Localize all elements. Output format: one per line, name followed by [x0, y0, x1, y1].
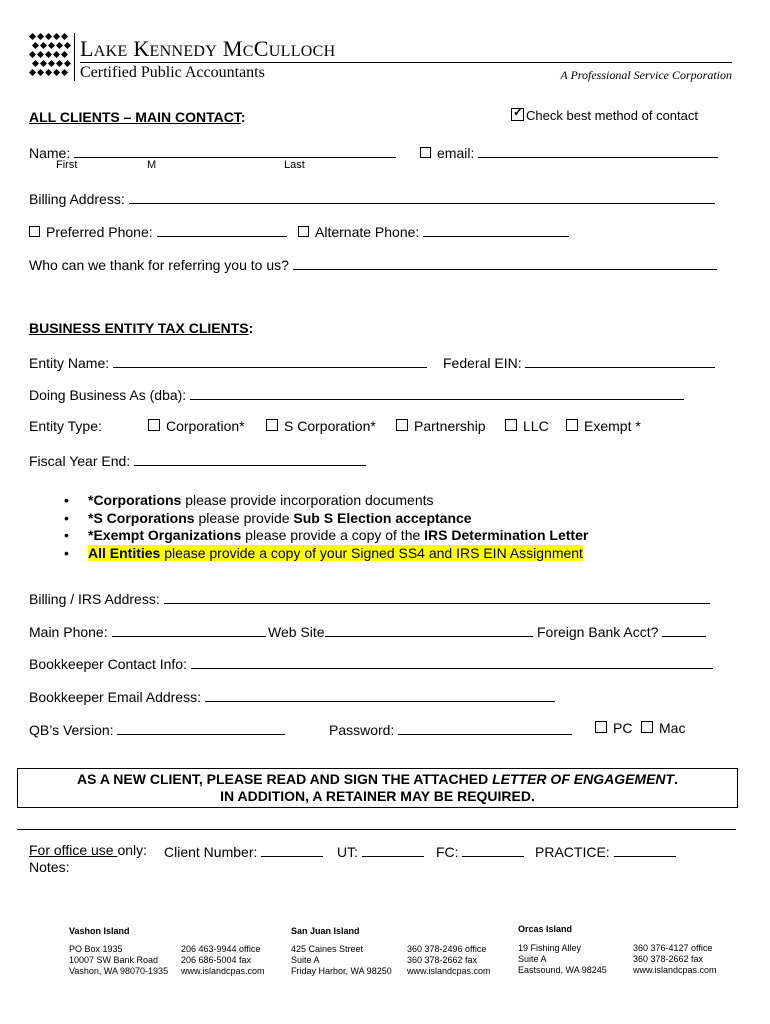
qb-version-row: QB’s Version: [29, 720, 285, 738]
logo-diamond [53, 69, 60, 76]
checkbox-icon [505, 419, 517, 431]
name-row: Name: [29, 143, 396, 161]
logo-diamond [40, 42, 47, 49]
letterhead-rule [80, 62, 732, 63]
entity-type-label: Entity Type: [29, 418, 102, 434]
logo-diamond [45, 51, 52, 58]
qb-version-field[interactable] [117, 720, 285, 735]
billing-address-row: Billing Address: [29, 189, 715, 207]
office-name-orcas: Orcas Island [518, 924, 573, 934]
firm-tagline: A Professional Service Corporation [560, 68, 732, 82]
checkbox-icon [595, 721, 607, 733]
main-phone-field[interactable] [112, 622, 266, 637]
bookkeeper-contact-row: Bookkeeper Contact Info: [29, 654, 713, 672]
checkbox-icon [566, 419, 578, 431]
alternate-phone-row: Alternate Phone: [298, 222, 569, 240]
alternate-phone-field[interactable] [423, 222, 569, 237]
entity-type-partnership[interactable]: Partnership [396, 418, 486, 434]
logo-diamond [61, 33, 68, 40]
entity-type-corporation[interactable]: Corporation* [148, 418, 245, 434]
list-item: • *S Corporations please provide Sub S Election acceptance [64, 509, 472, 526]
logo-diamond [64, 42, 71, 49]
dba-row: Doing Business As (dba): [29, 385, 684, 403]
preferred-phone-field[interactable] [157, 222, 287, 237]
email-checkbox[interactable] [420, 147, 431, 158]
requirements-list [58, 492, 588, 562]
foreign-bank-row: Foreign Bank Acct? [537, 622, 706, 640]
billing-irs-row: Billing / IRS Address: [29, 589, 710, 607]
logo-diamond [37, 51, 44, 58]
logo-diamond [61, 69, 68, 76]
logo-diamond [29, 69, 36, 76]
bookkeeper-email-row: Bookkeeper Email Address: [29, 687, 555, 705]
preferred-phone-row: Preferred Phone: [29, 222, 287, 240]
email-row: email: [420, 143, 718, 161]
office-use-label: For office use only: [29, 842, 148, 858]
website-row: Web Site [268, 622, 533, 640]
logo-diamond [29, 33, 36, 40]
mac-option[interactable]: Mac [641, 720, 685, 736]
fiscal-year-row: Fiscal Year End: [29, 451, 366, 469]
logo-diamond [40, 60, 47, 67]
preferred-phone-checkbox[interactable] [29, 226, 40, 237]
logo-diamond [56, 42, 63, 49]
logo-divider [74, 33, 75, 81]
practice-row: PRACTICE: [535, 842, 676, 860]
name-sub-m: M [147, 159, 157, 171]
business-heading: BUSINESS ENTITY TAX CLIENTS: [29, 320, 254, 336]
fc-field[interactable] [462, 842, 524, 857]
logo-diamond [48, 60, 55, 67]
fiscal-year-field[interactable] [134, 451, 366, 466]
engagement-notice: AS A NEW CLIENT, PLEASE READ AND SIGN THE ATTACHED LETTER OF ENGAGEMENT. IN ADDITION, A RETAINER MAY BE REQUIRED. [17, 768, 738, 808]
logo-diamond [48, 42, 55, 49]
name-field[interactable] [74, 143, 396, 158]
firm-subtitle: Certified Public Accountants [80, 64, 265, 81]
checked-box-icon: ✓ [513, 105, 524, 119]
firm-name: LAKE KENNEDY MCCULLOCH [80, 36, 336, 61]
logo-diamond [45, 33, 52, 40]
main-phone-row: Main Phone: [29, 622, 266, 640]
bookkeeper-email-field[interactable] [205, 687, 555, 702]
logo-diamond [45, 69, 52, 76]
name-sub-first: First [56, 159, 78, 171]
office-name-vashon: Vashon Island [69, 926, 130, 936]
logo-diamond [64, 60, 71, 67]
billing-address-field[interactable] [129, 189, 715, 204]
logo-diamond [32, 60, 39, 67]
federal-ein-row: Federal EIN: [443, 353, 715, 371]
firm-logo-mark [30, 33, 70, 79]
entity-name-row: Entity Name: [29, 353, 427, 371]
checkbox-icon [396, 419, 408, 431]
logo-diamond [56, 60, 63, 67]
main-contact-heading: ALL CLIENTS – MAIN CONTACT: [29, 109, 246, 125]
office-address-vashon: PO Box 1935 10007 SW Bank Road Vashon, WA 98070-1935 [69, 944, 169, 976]
logo-diamond [37, 33, 44, 40]
billing-irs-field[interactable] [164, 589, 710, 604]
password-row: Password: [329, 720, 572, 738]
name-sub-last: Last [284, 159, 305, 171]
referral-row: Who can we thank for referring you to us? [29, 255, 717, 273]
checkbox-icon [148, 419, 160, 431]
office-address-orcas: 19 Fishing Alley Suite A Eastsound, WA 98245 [518, 943, 607, 975]
office-address-san-juan: 425 Caines Street Suite A Friday Harbor, WA 98250 [291, 944, 392, 976]
practice-field[interactable] [614, 842, 676, 857]
logo-diamond [29, 51, 36, 58]
logo-diamond [61, 51, 68, 58]
checkbox-icon [266, 419, 278, 431]
office-contact-san-juan: 360 378-2496 office 360 378-2662 fax www.islandcpas.com [407, 944, 491, 976]
alternate-phone-checkbox[interactable] [298, 226, 309, 237]
office-name-san-juan: San Juan Island [291, 926, 360, 936]
client-number-row: Client Number: [164, 842, 323, 860]
list-item: • *Corporations please provide incorporation documents [64, 492, 434, 508]
password-field[interactable] [398, 720, 572, 735]
logo-diamond [37, 69, 44, 76]
foreign-bank-field[interactable] [662, 622, 706, 637]
dba-field[interactable] [190, 385, 684, 400]
office-contact-vashon: 206 463-9944 office 206 686-5004 fax www.islandcpas.com [181, 944, 265, 976]
fc-row: FC: [436, 842, 524, 860]
entity-type-llc[interactable]: LLC [505, 418, 549, 434]
ut-field[interactable] [362, 842, 424, 857]
list-item: • *Exempt Organizations please provide a copy of the IRS Determination Letter [64, 527, 589, 543]
logo-diamond [53, 33, 60, 40]
list-item-highlighted: • All Entities please provide a copy of your Signed SS4 and IRS EIN Assignment [64, 544, 583, 561]
website-field[interactable] [325, 622, 533, 637]
referral-field[interactable] [293, 255, 717, 270]
federal-ein-field[interactable] [525, 353, 715, 368]
bookkeeper-contact-field[interactable] [191, 654, 713, 669]
client-number-field[interactable] [261, 842, 323, 857]
best-method-note: ✓ Check best method of contact [513, 105, 698, 123]
entity-type-exempt[interactable]: Exempt * [566, 418, 641, 434]
checkbox-icon [641, 721, 653, 733]
notes-label: Notes: [29, 859, 70, 875]
entity-name-field[interactable] [113, 353, 427, 368]
pc-option[interactable]: PC [595, 720, 632, 736]
entity-type-s-corporation[interactable]: S Corporation* [266, 418, 376, 434]
office-contact-orcas: 360 376-4127 office 360 378-2662 fax www.islandcpas.com [633, 943, 717, 975]
logo-diamond [53, 51, 60, 58]
email-field[interactable] [478, 143, 718, 158]
logo-diamond [32, 42, 39, 49]
ut-row: UT: [337, 842, 424, 860]
